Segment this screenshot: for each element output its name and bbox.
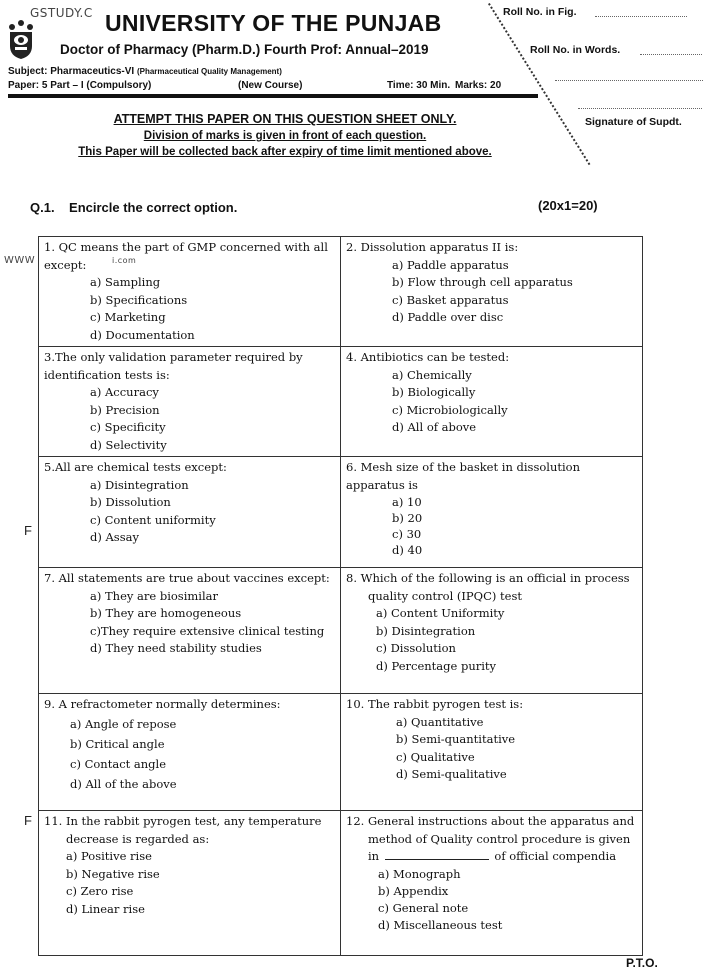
option-b[interactable]: b) Biologically [392, 385, 476, 399]
question-card-6 [340, 456, 643, 568]
option-d[interactable]: d) They need stability studies [90, 641, 262, 655]
option-a[interactable]: a) Angle of repose [70, 716, 177, 731]
question-stem: 9. A refractometer normally determines: [44, 697, 281, 711]
option-c[interactable]: c) General note [378, 900, 469, 915]
program-title: Doctor of Pharmacy (Pharm.D.) Fourth Prof: Annual–2019 [60, 42, 429, 57]
question-stem-start: 12. General instructions about the apparatus and method of Quality control procedure is given in [346, 814, 635, 863]
question-stem: 3.The only validation parameter required by identification tests is: [44, 350, 303, 382]
option-a[interactable]: a) Sampling [90, 275, 161, 289]
signature-field[interactable] [578, 108, 702, 109]
time-allowed: Time: 30 Min. [387, 80, 451, 91]
question-stem: 6. Mesh size of the basket in dissolution apparatus is [346, 460, 580, 492]
option-d[interactable]: d) Semi-qualitative [396, 767, 507, 781]
option-a[interactable]: a) 10 [392, 495, 422, 509]
question-stem: 1. QC means the part of GMP concerned with all except: [44, 240, 328, 272]
option-b[interactable]: b) Negative rise [66, 866, 160, 881]
question-stem [346, 813, 637, 866]
option-a[interactable]: a) Accuracy [90, 385, 159, 399]
margin-mark: F [24, 813, 32, 828]
roll-no-words-field-line2[interactable] [555, 80, 703, 81]
option-c[interactable]: c) Marketing [90, 310, 166, 324]
option-b[interactable]: b) Critical angle [70, 736, 165, 751]
option-b[interactable]: b) Dissolution [90, 495, 171, 509]
option-d[interactable]: d) Documentation [90, 327, 195, 342]
roll-no-figures-field[interactable] [595, 16, 687, 17]
roll-no-figures-label: Roll No. in Fig. [503, 6, 577, 18]
option-d[interactable]: d) All of the above [70, 776, 177, 791]
instruction-3: This Paper will be collected back after expiry of time limit mentioned above. [78, 146, 492, 158]
option-b[interactable]: b) Semi-quantitative [396, 732, 516, 746]
option-c[interactable]: c) Content uniformity [90, 512, 216, 527]
question-marks: (20x1=20) [538, 198, 598, 213]
option-c[interactable]: c) Specificity [90, 420, 166, 434]
roll-no-words-label: Roll No. in Words. [530, 44, 621, 56]
option-c[interactable]: c) Zero rise [66, 884, 134, 898]
course-info: (New Course) [238, 80, 303, 91]
instruction-2: Division of marks is given in front of each question. [143, 130, 427, 142]
option-b[interactable]: b) They are homogeneous [90, 606, 242, 620]
subject-label: Subject: [8, 66, 48, 77]
option-d[interactable]: d) All of above [392, 420, 477, 434]
question-card-5 [38, 456, 341, 568]
question-stem: 10. The rabbit pyrogen test is: [346, 697, 524, 711]
option-c[interactable]: c) Basket apparatus [392, 292, 509, 307]
fill-in-blank[interactable] [385, 849, 489, 860]
question-heading [30, 200, 237, 215]
option-a[interactable]: a) Content Uniformity [376, 606, 505, 620]
question-stem: 4. Antibiotics can be tested: [346, 350, 510, 364]
option-b[interactable]: b) 20 [392, 511, 423, 525]
option-c[interactable]: c)They require extensive clinical testing [90, 623, 325, 638]
option-d[interactable]: d) Percentage purity [376, 658, 497, 673]
question-card-4 [340, 346, 643, 457]
option-a[interactable]: a) Positive rise [66, 849, 152, 863]
mcq-grid [38, 236, 643, 956]
option-a[interactable]: a) Disintegration [90, 477, 189, 492]
question-stem: 11. In the rabbit pyrogen test, any temperature decrease is regarded as: [44, 814, 322, 846]
option-a[interactable]: a) Quantitative [396, 714, 484, 729]
option-a[interactable]: a) Chemically [392, 367, 472, 382]
instruction-1: ATTEMPT THIS PAPER ON THIS QUESTION SHEET ONLY. [113, 112, 457, 126]
subject-name: Pharmaceutics-VI [50, 66, 135, 77]
option-b[interactable]: b) Disintegration [376, 623, 476, 638]
question-card-7 [38, 567, 341, 694]
subject-line [8, 66, 282, 77]
question-card-10 [340, 693, 643, 811]
question-card-2 [340, 236, 643, 347]
question-card-9 [38, 693, 341, 811]
question-card-12 [340, 810, 643, 956]
question-stem: 7. All statements are true about vaccines except: [44, 571, 330, 585]
option-d[interactable]: d) Miscellaneous test [378, 917, 503, 932]
question-stem-end: of official compendia [494, 849, 617, 863]
margin-mark: F [24, 523, 32, 538]
total-marks: Marks: 20 [455, 80, 502, 91]
question-card-1 [38, 236, 341, 347]
option-d[interactable]: d) Linear rise [66, 901, 145, 916]
question-stem: 8. Which of the following is an official in process quality control (IPQC) test [346, 571, 630, 603]
university-title: UNIVERSITY OF THE PUNJAB [105, 10, 442, 36]
option-c[interactable]: c) Dissolution [376, 641, 456, 655]
question-card-8 [340, 567, 643, 694]
option-c[interactable]: c) Qualitative [396, 749, 475, 764]
question-instruction: Encircle the correct option. [69, 200, 238, 215]
option-d[interactable]: d) Selectivity [90, 437, 167, 452]
watermark-text: GSTUDY.C [30, 6, 93, 20]
option-d[interactable]: d) Assay [90, 530, 139, 544]
watermark-fragment: i.com [112, 256, 137, 265]
roll-no-words-field[interactable] [640, 54, 702, 55]
paper-info: Paper: 5 Part – I (Compulsory) [8, 80, 152, 91]
option-b[interactable]: b) Specifications [90, 292, 188, 307]
watermark-side: WWW [4, 255, 36, 266]
signature-label: Signature of Supdt. [585, 116, 682, 128]
option-d[interactable]: d) 40 [392, 543, 423, 557]
option-d[interactable]: d) Paddle over disc [392, 310, 504, 324]
question-stem: 2. Dissolution apparatus II is: [346, 240, 519, 254]
university-crest-icon [6, 18, 36, 60]
question-card-11 [38, 810, 341, 956]
option-b[interactable]: b) Flow through cell apparatus [392, 275, 573, 289]
option-b[interactable]: b) Precision [90, 402, 160, 417]
question-card-3 [38, 346, 341, 457]
subject-detail: (Pharmaceutical Quality Management) [136, 67, 282, 76]
option-b[interactable]: b) Appendix [378, 883, 449, 898]
option-c[interactable]: c) Microbiologically [392, 402, 508, 417]
option-a[interactable]: a) Paddle apparatus [392, 257, 509, 272]
question-number: Q.1. [30, 200, 55, 215]
option-c[interactable]: c) Contact angle [70, 756, 167, 771]
option-a[interactable]: a) Monograph [378, 866, 461, 881]
please-turn-over: P.T.O. [626, 956, 658, 970]
option-c[interactable]: c) 30 [392, 527, 422, 541]
option-a[interactable]: a) They are biosimilar [90, 588, 219, 603]
header-divider [8, 94, 538, 98]
question-stem: 5.All are chemical tests except: [44, 460, 227, 474]
